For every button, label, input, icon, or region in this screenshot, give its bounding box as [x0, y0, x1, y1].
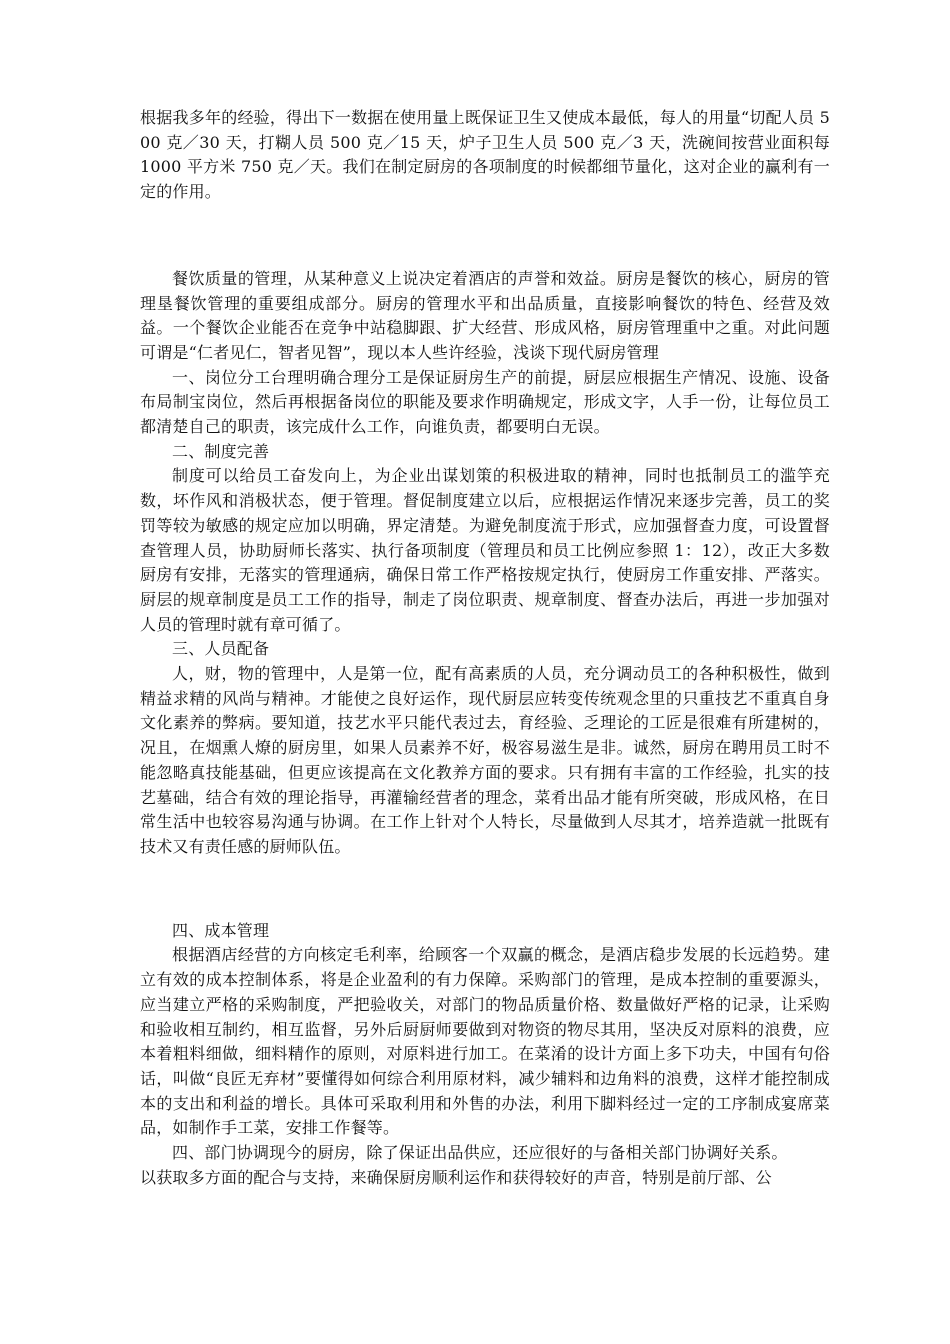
blank-gap: [140, 860, 830, 919]
paragraph-continuation: 以获取多方面的配合与支持，来确保厨房顺利运作和获得较好的声音，特别是前厅部、公: [140, 1167, 772, 1187]
paragraph-section-4: 根据酒店经营的方向核定毛利率，给顾客一个双赢的概念，是酒店稳步发展的长远趋势。建立有效的成本控制体系，将是企业盈利的有力保障。采购部门的管理，是成本控制的重要源头，应当建立严格的采购制度，严把验收关，对部门的物品质量价格、数量做好严格的记录，让采购和验收相互制约，相互监督，另外后厨厨师要做到对物资的物尽其用，坚决反对原料的浪费，应本着粗料细做，细料精作的原则，对原料进行加工。在菜淆的设计方面上多下功夫，中国有句俗话，叫做“良匠无弃材”要懂得如何综合利用原材料，减少辅料和边角料的浪费，这样才能控制成本的支出和利益的增长。具体可采取利用和外售的办法，利用下脚料经过一定的工序制成宴席菜品，如制作手工菜，安排工作餐等。: [140, 945, 830, 1138]
paragraph-section-2: 制度可以给员工奋发向上，为企业出谋划策的积极进取的精神，同时也抵制员工的滥竽充数，坏作风和消极状态，便于管理。督促制度建立以后，应根据运作情况来逐步完善，员工的奖罚等较为敏感的规定应加以明确，界定清楚。为避免制度流于形式，应加强督查力度，可设置督查管理人员，协助厨师长落实、执行备项制度（管理员和员工比例应参照 1：12），改正大多数厨房有安排，无落实的管理通病，确保日常工作严格按规定执行，使厨房工作重安排、严落实。厨层的规章制度是员工工作的指导，制走了岗位职责、规章制度、督查办法后，再进一步加强对人员的管理时就有章可循了。: [140, 466, 830, 634]
paragraph-section-1: 一、岗位分工台理明确合理分工是保证厨房生产的前提，厨层应根据生产情况、设施、设备布局制宝岗位，然后再根据备岗位的职能及要求作明确规定，形成文字，人手一份，让每位员工都清楚自己的职责，该完成什么工作，向谁负责，都要明白无误。: [140, 367, 830, 437]
heading-section-4: 四、成本管理: [172, 920, 270, 940]
paragraph-intro: 餐饮质量的管理，从某种意义上说决定着酒店的声誉和效益。厨房是餐饮的核心，厨房的管理垦餐饮管理的重要组成部分。厨房的管理水平和出品质量，直接影响餐饮的特色、经营及效益。一个餐饮企业能否在竞争中站稳脚跟、扩大经营、形成风格，厨房管理重中之重。对此问题可谓是“仁者见仁，智者见智”，现以本人些许经验，浅谈下现代厨房管理: [140, 268, 830, 362]
document-page: [140, 106, 830, 1190]
heading-section-3: 三、人员配备: [172, 639, 270, 659]
paragraph-section-4b: 四、部门协调现今的厨房，除了保证出品供应，还应很好的与备相关部门协调好关系。: [172, 1143, 788, 1163]
heading-section-2: 二、制度完善: [172, 441, 270, 461]
paragraph-section-3: 人，财，物的管理中，人是第一位，配有高素质的人员，充分调动员工的各种积极性，做到精益求精的风尚与精神。才能使之良好运作，现代厨层应转变传统观念里的只重技艺不重真自身文化素养的弊病。要知道，技艺水平只能代表过去，育经验、乏理论的工匠是很难有所建树的，况且，在烟熏人燎的厨房里，如果人员素养不好，极容易滋生是非。诚然，厨房在聘用员工时不能忽略真技能基础，但更应该提高在文化教养方面的要求。只有拥有丰富的工作经验，扎实的技艺墓础，结合有效的理论指导，再灌输经营者的理念，菜肴出品才能有所突破，形成风格，在日常生活中也较容易沟通与协调。在工作上针对个人特长，尽量做到人尽其才，培养造就一批既有技术又有责任感的厨师队伍。: [140, 664, 830, 856]
paragraph-usage-data: 根据我多年的经验，得出下一数据在使用量上既保证卫生又使成本最低，每人的用量“切配人员 500 克／30 天，打糊人员 500 克／15 天，炉子卫生人员 500 克／3 天，洗碗间按营业面积每 1000 平方米 750 克／天。我们在制定厨房的各项制度的时候都细节量化，这对企业的赢利有一定的作用。: [140, 108, 830, 202]
blank-gap: [140, 205, 830, 267]
